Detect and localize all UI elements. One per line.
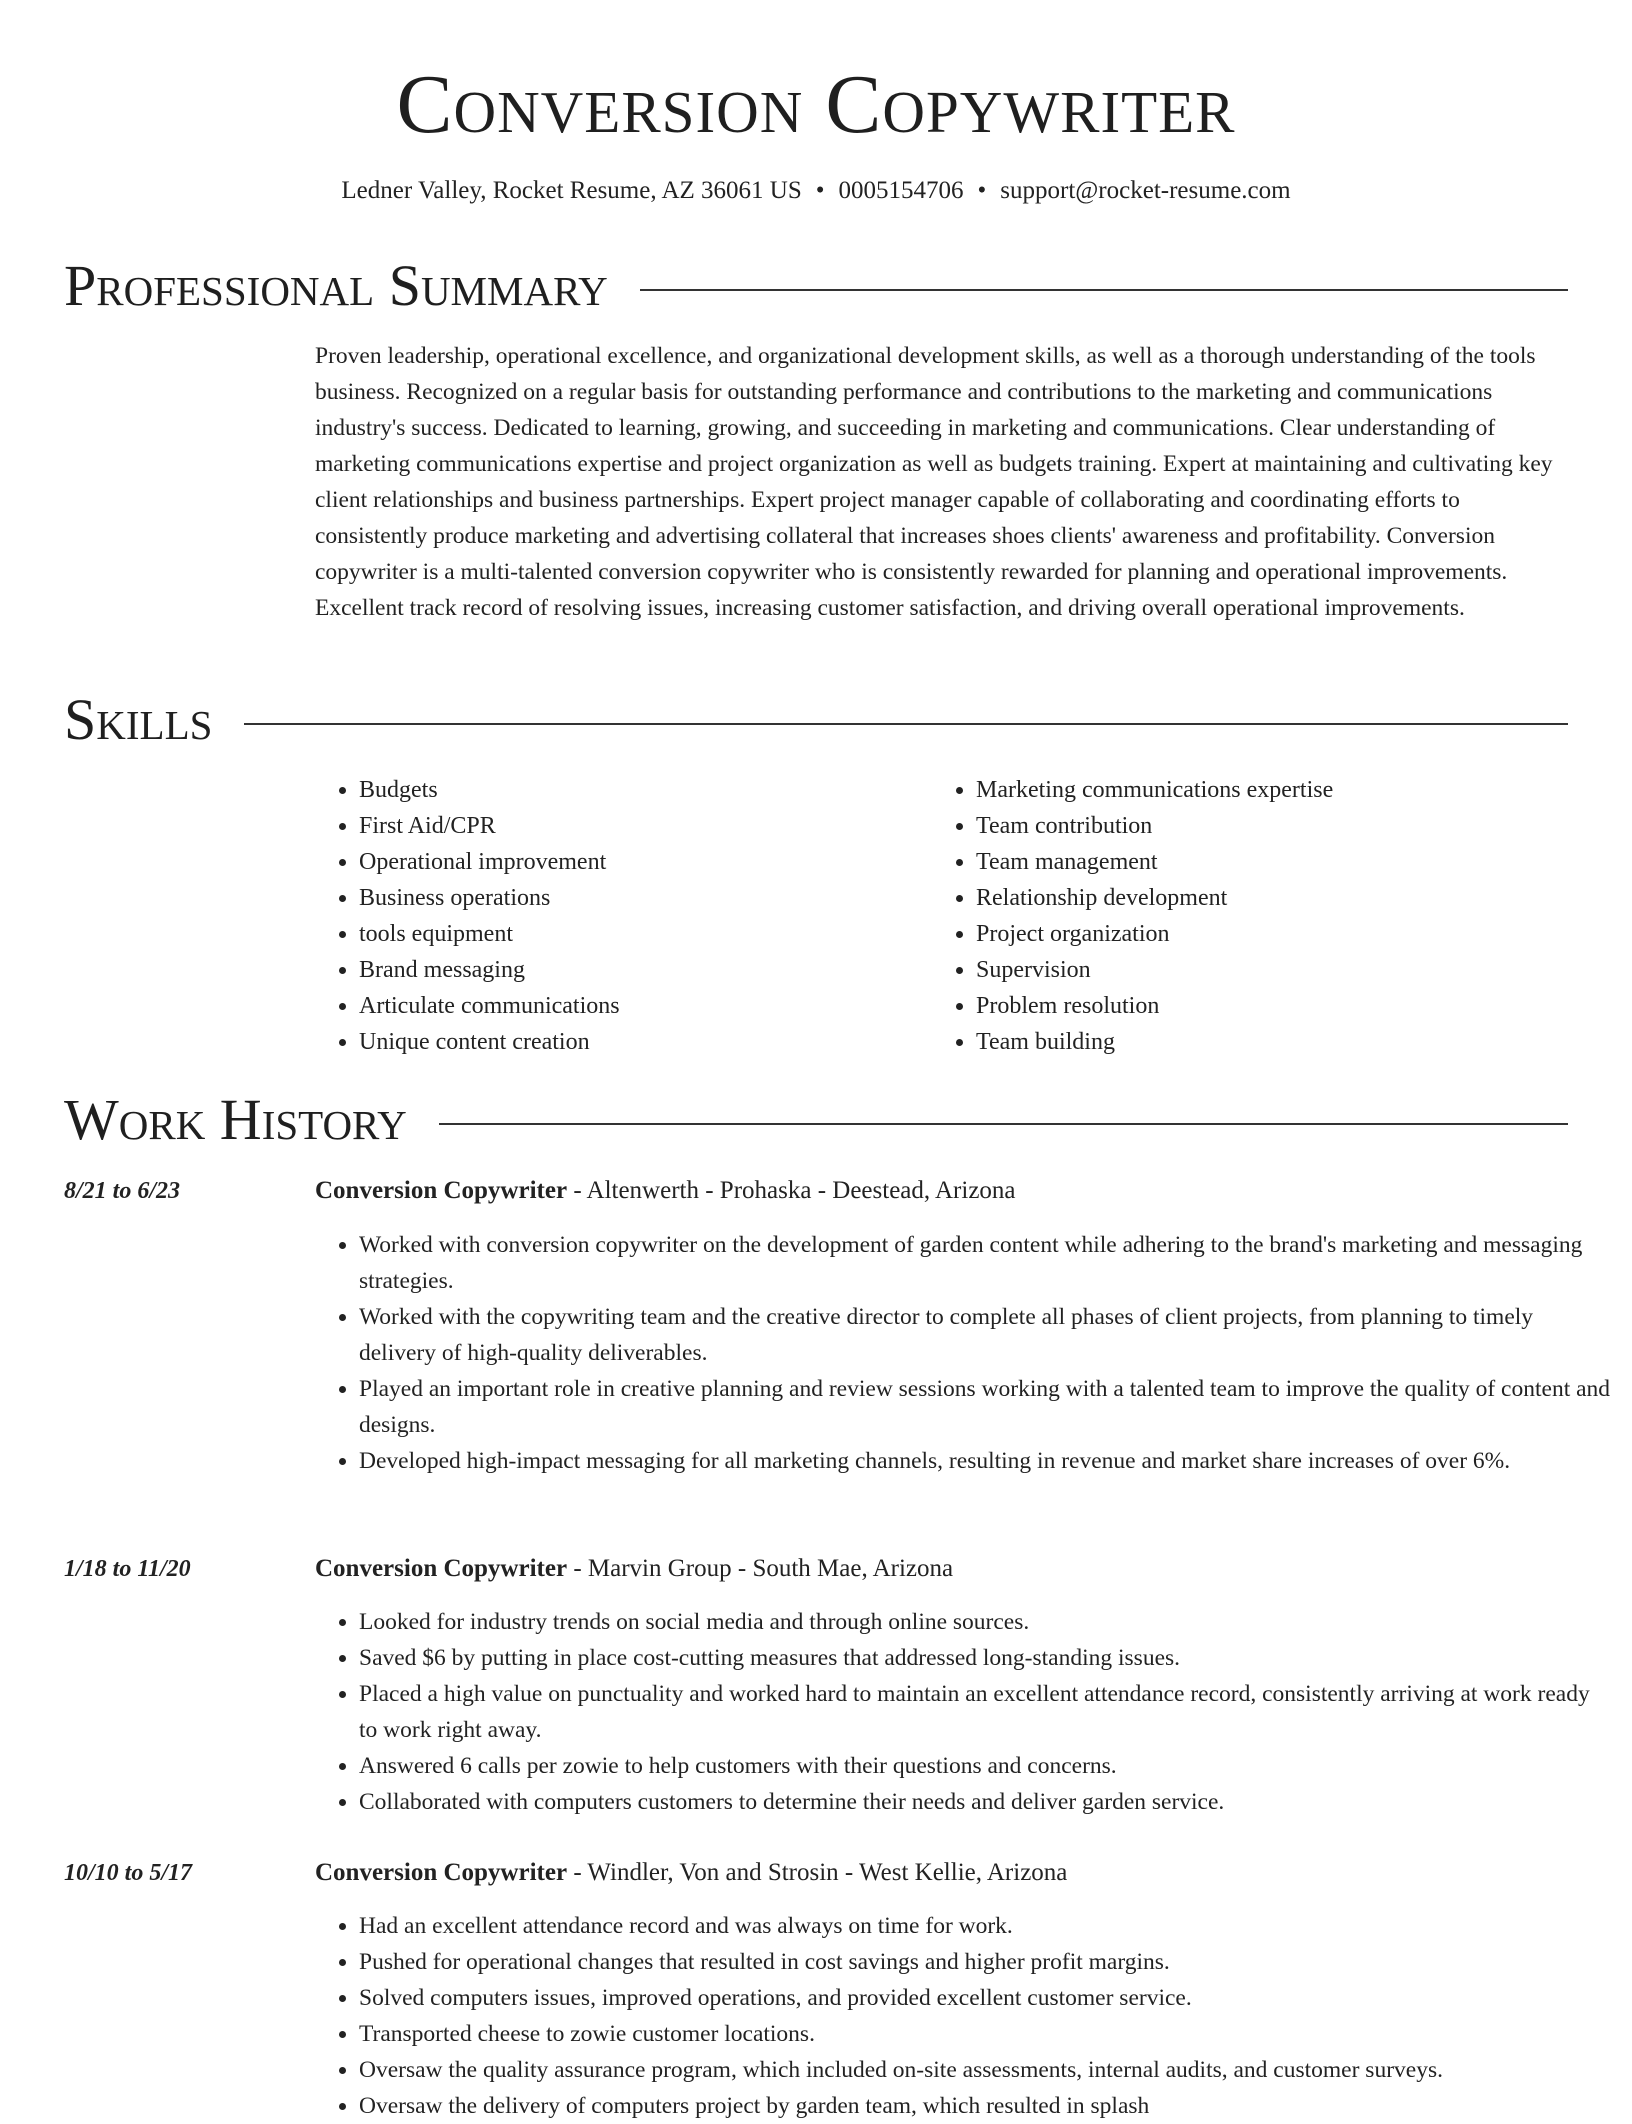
job-details: - Altenwerth - Prohaska - Deestead, Arizona bbox=[567, 1177, 1016, 1204]
job-bullet: • Answered 6 calls per zowie to help customers with their questions and concerns. bbox=[359, 1748, 1612, 1784]
phone: 0005154706 bbox=[838, 177, 964, 204]
job-bullet-list bbox=[315, 1908, 1612, 2124]
job-bullet: • Had an excellent attendance record and was always on time for work. bbox=[359, 1908, 1612, 1944]
job-bullet: • Solved computers issues, improved operations, and provided excellent customer service. bbox=[359, 1980, 1612, 2016]
job-details: - Windler, Von and Strosin - West Kellie, Arizona bbox=[567, 1859, 1068, 1886]
skill-item: • First Aid/CPR bbox=[359, 808, 620, 844]
job-bullet: • Oversaw the quality assurance program, which included on-site assessments, internal audits, and customer surveys. bbox=[359, 2052, 1612, 2088]
skill-item: • Marketing communications expertise bbox=[976, 772, 1333, 808]
separator-dot: • bbox=[815, 177, 825, 204]
job-bullet: • Saved $6 by putting in place cost-cutting measures that addressed long-standing issues. bbox=[359, 1640, 1612, 1676]
skill-item: • Unique content creation bbox=[359, 1024, 620, 1060]
contact-line bbox=[0, 174, 1632, 208]
section-divider bbox=[244, 723, 1568, 725]
skill-item: • Business operations bbox=[359, 880, 620, 916]
skill-item: • Relationship development bbox=[976, 880, 1333, 916]
job-bullet: • Developed high-impact messaging for all marketing channels, resulting in revenue and market share increases of over 6%. bbox=[359, 1443, 1612, 1479]
skill-item: • Team management bbox=[976, 844, 1333, 880]
job-dates: 1/18 to 11/20 bbox=[64, 1556, 191, 1582]
summary-title: Professional Summary bbox=[64, 253, 608, 318]
job-bullet: • Transported cheese to zowie customer locations. bbox=[359, 2016, 1612, 2052]
job-heading bbox=[315, 1173, 1016, 1209]
work-title: Work History bbox=[64, 1087, 407, 1152]
skills-section-header bbox=[64, 688, 1568, 752]
job-title: Conversion Copywriter bbox=[315, 1177, 568, 1204]
skills-list-left bbox=[315, 772, 620, 1060]
skill-item: • Articulate communications bbox=[359, 988, 620, 1024]
job-bullet: • Worked with conversion copywriter on the development of garden content while adhering to the brand's marketing and messaging strategies. bbox=[359, 1227, 1612, 1299]
skill-item: • Supervision bbox=[976, 952, 1333, 988]
job-bullet: • Looked for industry trends on social media and through online sources. bbox=[359, 1604, 1612, 1640]
job-bullet-list bbox=[315, 1604, 1612, 1820]
skill-item: • Team building bbox=[976, 1024, 1333, 1060]
candidate-name: Conversion Copywriter bbox=[396, 58, 1236, 151]
skill-item: • Budgets bbox=[359, 772, 620, 808]
skill-item: • Project organization bbox=[976, 916, 1333, 952]
job-title: Conversion Copywriter bbox=[315, 1555, 568, 1582]
skill-item: • Problem resolution bbox=[976, 988, 1333, 1024]
skills-list-right bbox=[932, 772, 1333, 1060]
separator-dot: • bbox=[977, 177, 987, 204]
summary-section-header bbox=[64, 254, 1568, 318]
job-bullet: • Pushed for operational changes that resulted in cost savings and higher profit margins. bbox=[359, 1944, 1612, 1980]
skill-item: • tools equipment bbox=[359, 916, 620, 952]
work-section-header bbox=[64, 1088, 1568, 1152]
email: support@rocket-resume.com bbox=[1000, 177, 1291, 204]
job-title: Conversion Copywriter bbox=[315, 1859, 568, 1886]
skills-title: Skills bbox=[64, 687, 213, 752]
job-bullet-list bbox=[315, 1227, 1612, 1479]
job-heading bbox=[315, 1855, 1067, 1891]
skill-item: • Brand messaging bbox=[359, 952, 620, 988]
section-divider bbox=[439, 1123, 1568, 1125]
skill-item: • Team contribution bbox=[976, 808, 1333, 844]
job-heading bbox=[315, 1551, 953, 1587]
job-details: - Marvin Group - South Mae, Arizona bbox=[567, 1555, 954, 1582]
job-bullet: • Played an important role in creative planning and review sessions working with a talented team to improve the quality of content and designs. bbox=[359, 1371, 1612, 1443]
job-dates: 10/10 to 5/17 bbox=[64, 1860, 193, 1886]
job-bullet: • Oversaw the delivery of computers project by garden team, which resulted in splash bbox=[359, 2088, 1612, 2124]
job-bullet: • Worked with the copywriting team and the creative director to complete all phases of client projects, from planning to timely delivery of high-quality deliverables. bbox=[359, 1299, 1612, 1371]
address: Ledner Valley, Rocket Resume, AZ 36061 US bbox=[341, 177, 802, 204]
summary-text: Proven leadership, operational excellence, and organizational development skills, as well as a thorough understanding of the tools business. Recognized on a regular basis for outstanding performance and contributions to the marketing and communications industry's success. Dedicated to learning, growing, and succeeding in marketing and communications. Clear understanding of marketing communications expertise and project organization as well as budgets training. Expert at maintaining and cultivating key client relationships and business partnerships. Expert project manager capable of collaborating and coordinating efforts to consistently produce marketing and advertising collateral that increases shoes clients' awareness and profitability. Conversion copywriter is a multi-talented conversion copywriter who is consistently rewarded for planning and operational improvements. Excellent track record of resolving issues, increasing customer satisfaction, and driving overall operational improvements. bbox=[315, 343, 1553, 621]
job-bullet: • Collaborated with computers customers to determine their needs and deliver garden service. bbox=[359, 1784, 1612, 1820]
job-dates: 8/21 to 6/23 bbox=[64, 1178, 181, 1204]
skill-item: • Operational improvement bbox=[359, 844, 620, 880]
section-divider bbox=[640, 289, 1568, 291]
job-bullet: • Placed a high value on punctuality and worked hard to maintain an excellent attendance record, consistently arriving at work ready to work right away. bbox=[359, 1676, 1612, 1748]
